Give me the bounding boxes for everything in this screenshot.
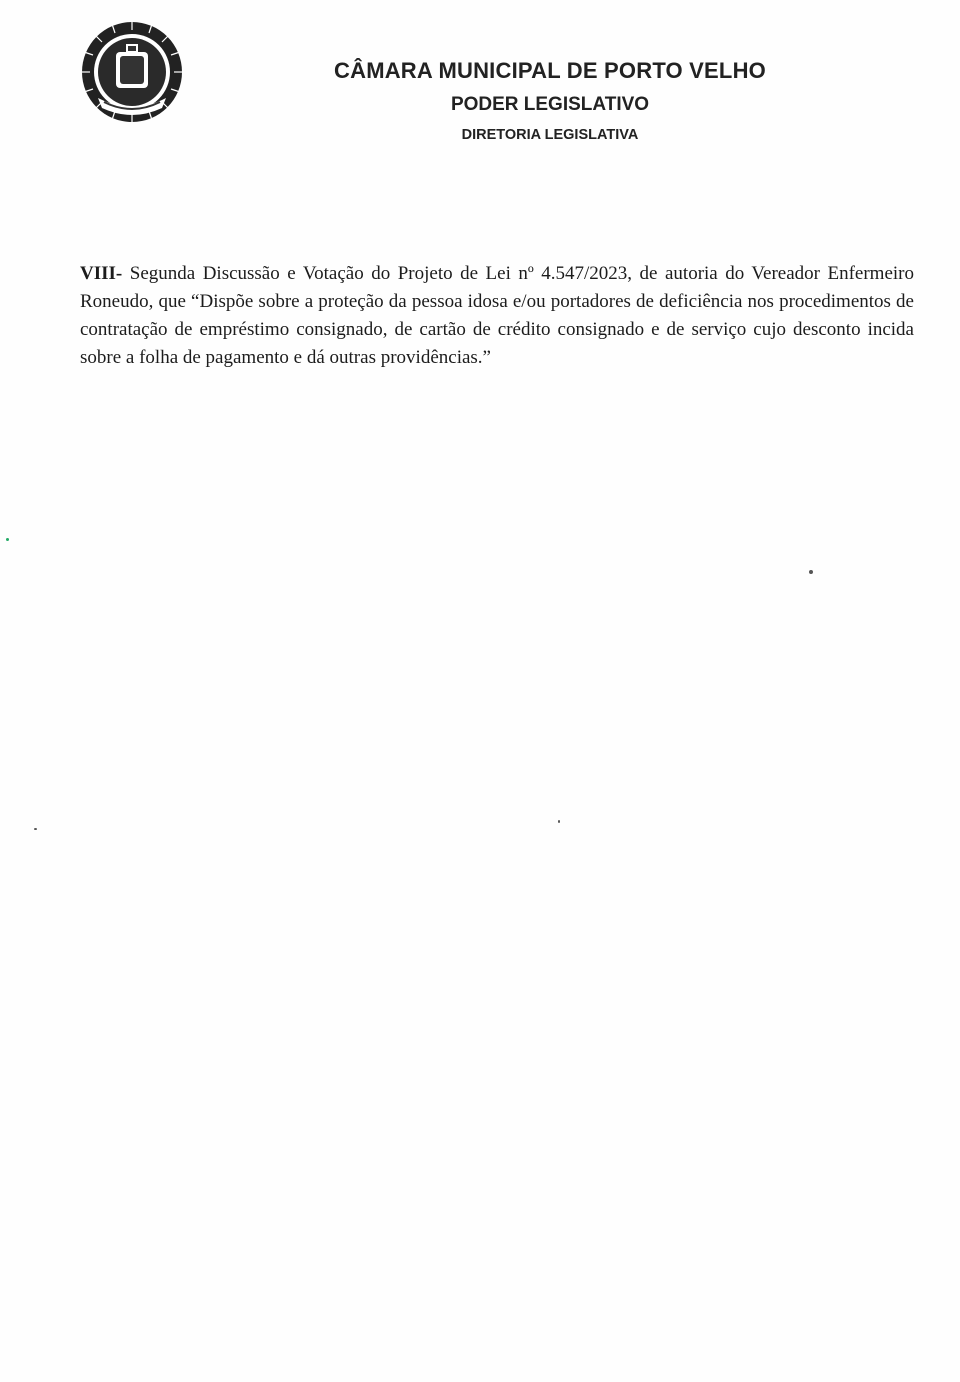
municipal-seal-icon — [76, 16, 188, 128]
scan-speck — [6, 538, 9, 541]
institution-title: CÂMARA MUNICIPAL DE PORTO VELHO — [334, 58, 766, 83]
scan-speck — [809, 570, 813, 574]
agenda-item-text: Segunda Discussão e Votação do Projeto de Lei nº 4.547/2023, de autoria do Vereador Enfermeiro Roneudo, que “Dispõe sobre a proteção da pessoa idosa e/ou portadores de deficiência nos procedimentos de contratação de empréstimo consignado, de cartão de crédito consignado e de serviço cujo desconto incida sobre a folha de pagamento e dá outras providências.” — [80, 263, 915, 368]
agenda-item — [80, 260, 914, 372]
scan-speck — [34, 828, 37, 830]
department-subtitle: DIRETORIA LEGISLATIVA — [461, 127, 639, 143]
agenda-item-number: VIII- — [80, 263, 123, 284]
branch-subtitle: PODER LEGISLATIVO — [450, 94, 650, 115]
scan-speck — [558, 820, 560, 823]
document-header — [300, 54, 800, 148]
